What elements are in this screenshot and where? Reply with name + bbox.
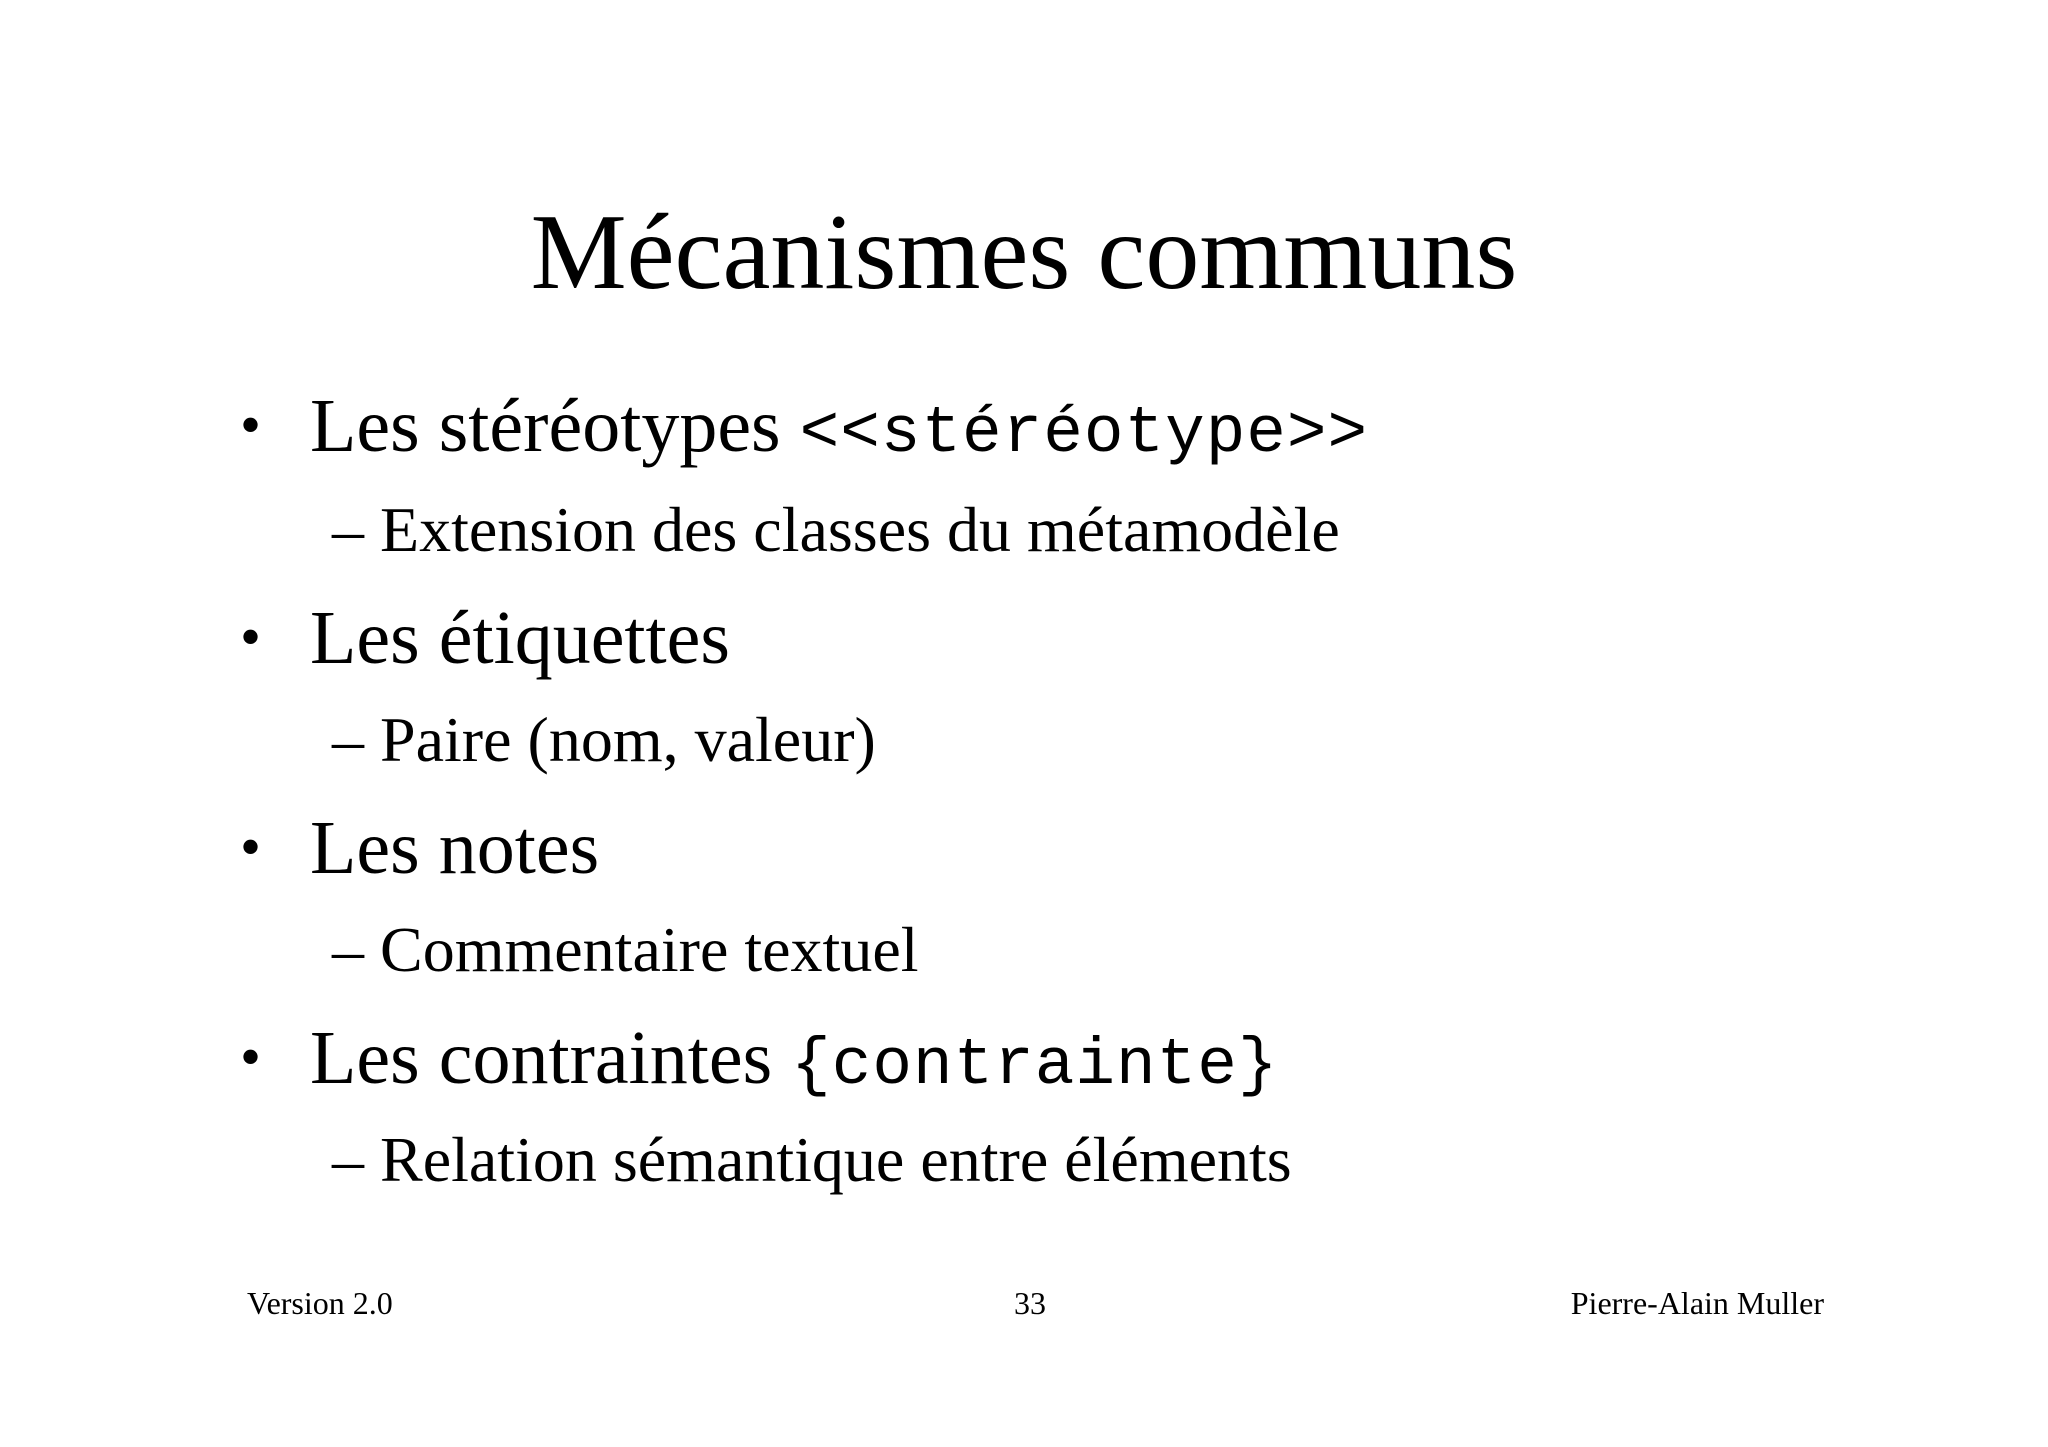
bullet-icon: • (240, 604, 262, 670)
sub-text: Paire (nom, valeur) (380, 704, 876, 775)
sub-item-contraintes (332, 1122, 1292, 1198)
bullet-text: Les notes (310, 806, 600, 890)
dash-icon: – (332, 704, 364, 775)
bullet-text: Les étiquettes (310, 596, 730, 680)
sub-text: Commentaire textuel (380, 914, 919, 985)
bullet-item-stereotypes (240, 380, 1368, 479)
bullet-text: Les contraintes (310, 1016, 773, 1100)
sub-text: Extension des classes du métamodèle (380, 494, 1340, 565)
bullet-icon: • (240, 392, 262, 458)
sub-item-etiquettes (332, 702, 876, 778)
dash-icon: – (332, 494, 364, 565)
sub-text: Relation sémantique entre éléments (380, 1124, 1292, 1195)
slide-title: Mécanismes communs (530, 193, 1518, 312)
sub-item-notes (332, 912, 919, 988)
bullet-item-etiquettes (240, 592, 730, 683)
bullet-item-notes (240, 802, 599, 893)
bullet-code: <<stéréotype>> (799, 396, 1369, 471)
footer-author: Pierre-Alain Muller (1570, 1285, 1824, 1321)
bullet-icon: • (240, 814, 262, 880)
dash-icon: – (332, 1124, 364, 1195)
footer-version: Version 2.0 (247, 1285, 393, 1321)
footer-page-number: 33 (1014, 1285, 1046, 1321)
dash-icon: – (332, 914, 364, 985)
sub-item-stereotypes (332, 492, 1340, 568)
bullet-text: Les stéréotypes (310, 384, 781, 468)
bullet-item-contraintes (240, 1012, 1278, 1111)
bullet-icon: • (240, 1024, 262, 1090)
bullet-code: {contrainte} (791, 1028, 1279, 1103)
